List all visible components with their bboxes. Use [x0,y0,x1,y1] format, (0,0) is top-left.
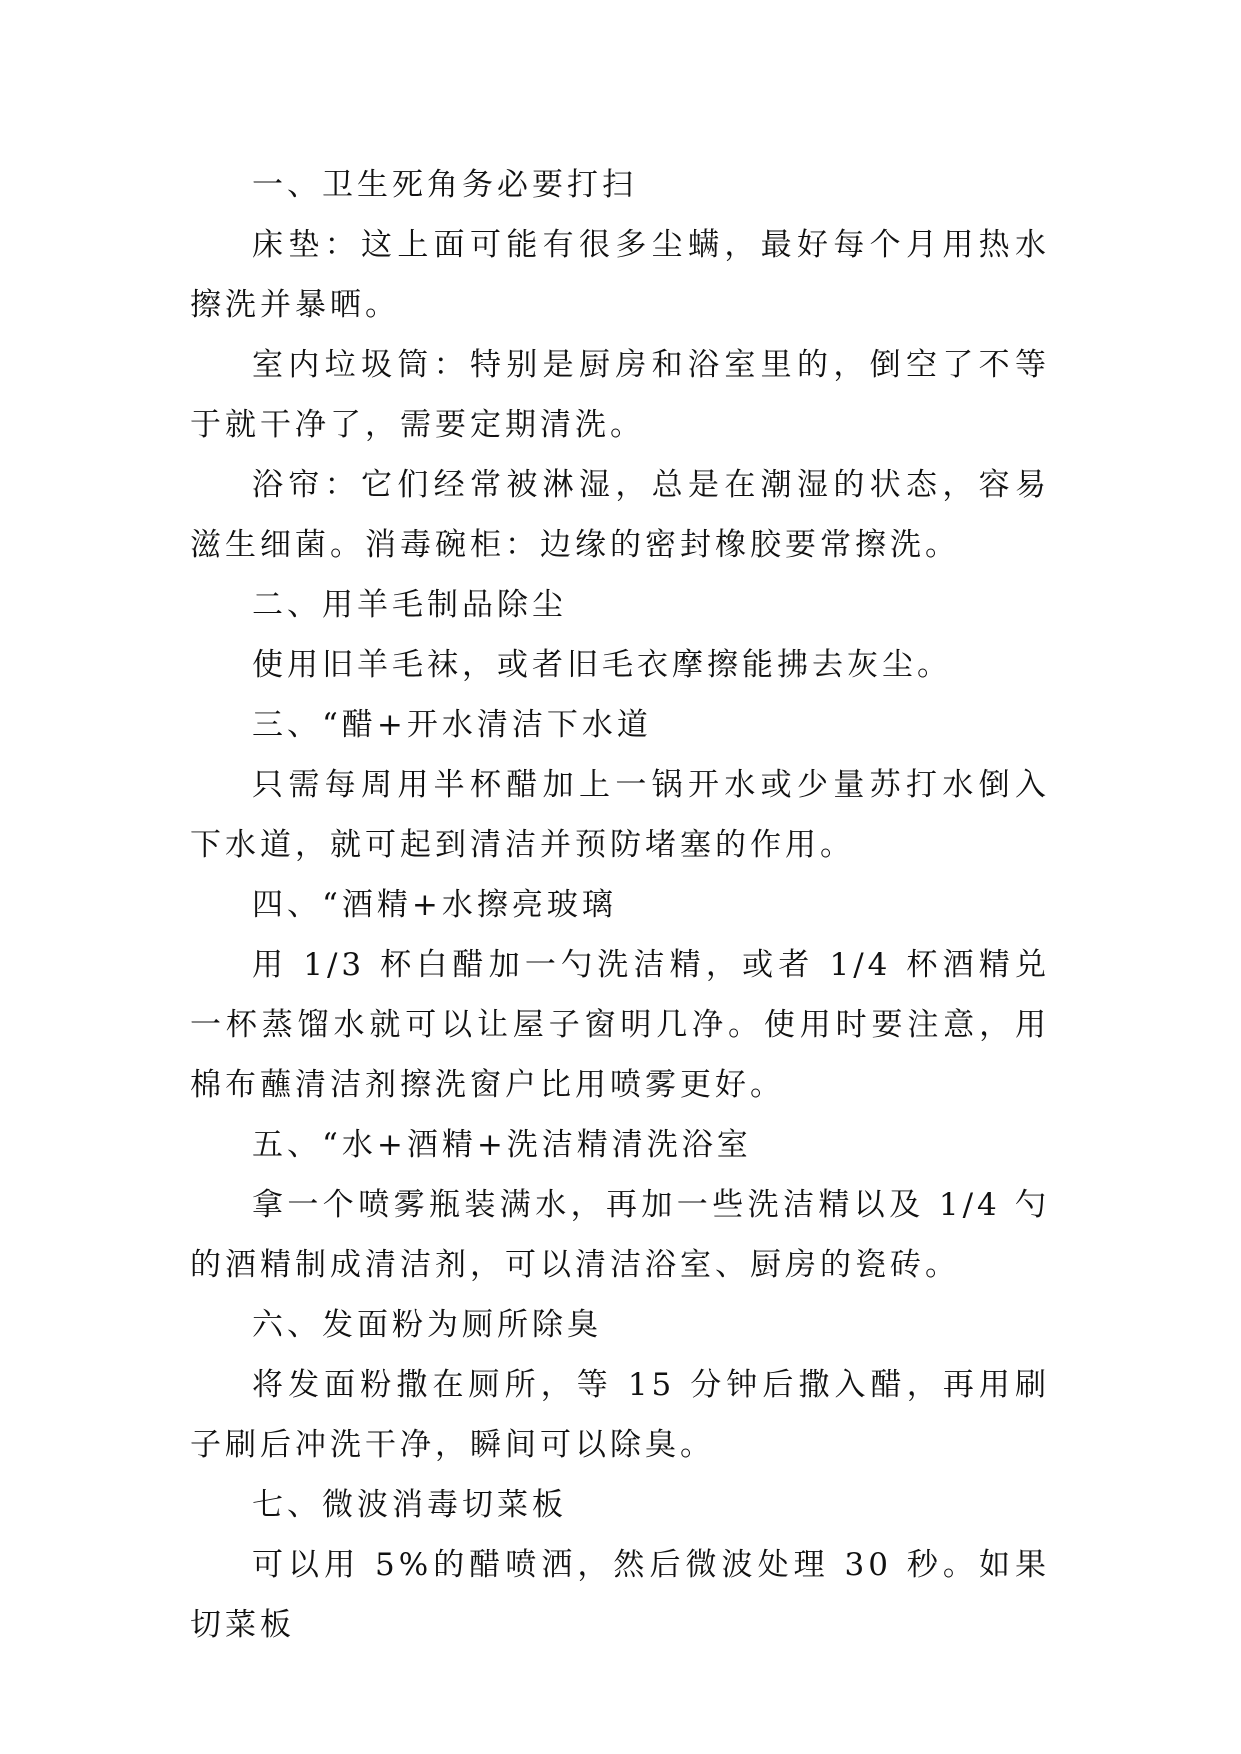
paragraph-cutting-board: 可以用 5%的醋喷洒，然后微波处理 30 秒。如果切菜板 [190,1547,1050,1643]
paragraph-bathroom: 拿一个喷雾瓶装满水，再加一些洗洁精以及 1/4 勺的酒精制成清洁剂，可以清洁浴室、厨房的瓷砖。 [190,1187,1050,1283]
paragraph-shower-curtain: 浴帘：它们经常被淋湿，总是在潮湿的状态，容易滋生细菌。消毒碗柜：边缘的密封橡胶要常擦洗。 [190,467,1050,563]
paragraph-wool-dusting: 使用旧羊毛袜，或者旧毛衣摩擦能拂去灰尘。 [252,647,952,683]
heading-5: 五、“水+酒精+洗洁精清洗浴室 [252,1127,752,1163]
heading-3: 三、“醋+开水清洁下水道 [252,707,652,743]
heading-6: 六、发面粉为厕所除臭 [252,1307,602,1343]
heading-1: 一、卫生死角务必要打扫 [252,167,637,203]
paragraph-toilet: 将发面粉撒在厕所，等 15 分钟后撒入醋，再用刷子刷后冲洗干净，瞬间可以除臭。 [190,1367,1050,1463]
paragraph-mattress: 床垫：这上面可能有很多尘螨，最好每个月用热水擦洗并暴晒。 [190,227,1050,323]
paragraph-trash-bin: 室内垃圾筒：特别是厨房和浴室里的，倒空了不等于就干净了，需要定期清洗。 [190,347,1050,443]
paragraph-glass: 用 1/3 杯白醋加一勺洗洁精，或者 1/4 杯酒精兑一杯蒸馏水就可以让屋子窗明几净。使用时要注意，用棉布蘸清洁剂擦洗窗户比用喷雾更好。 [190,947,1050,1103]
heading-7: 七、微波消毒切菜板 [252,1487,567,1523]
document-body [190,155,1050,1655]
paragraph-drain: 只需每周用半杯醋加上一锅开水或少量苏打水倒入下水道，就可起到清洁并预防堵塞的作用。 [190,767,1050,863]
heading-4: 四、“酒精+水擦亮玻璃 [252,887,617,923]
heading-2: 二、用羊毛制品除尘 [252,587,567,623]
